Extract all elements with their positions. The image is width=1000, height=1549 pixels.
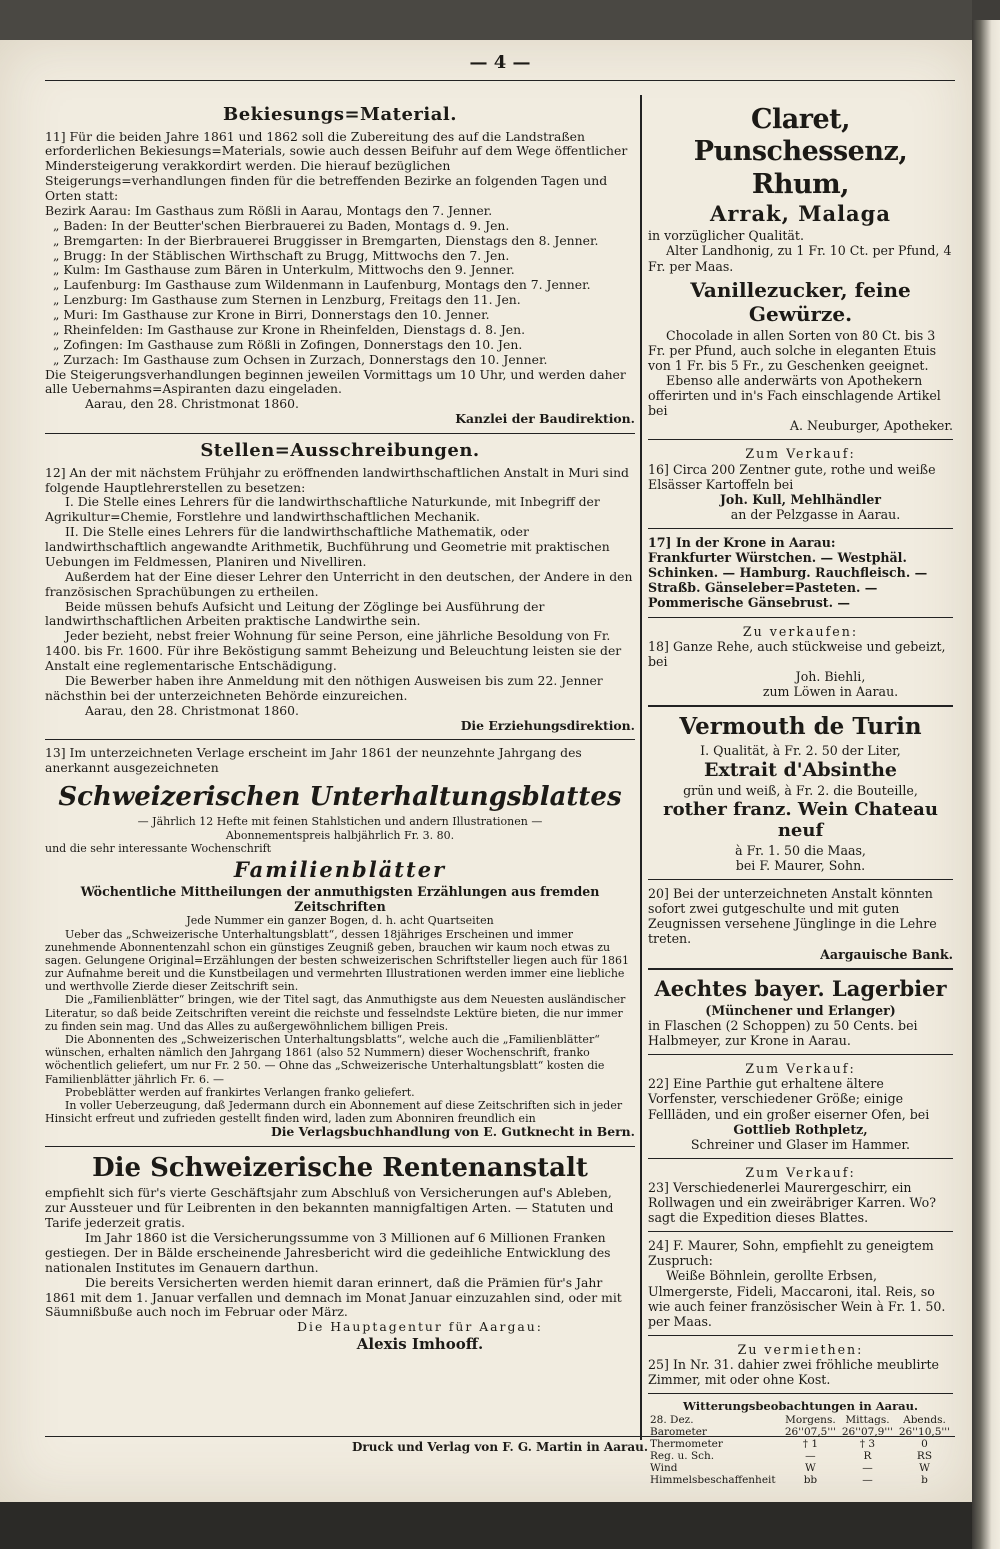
ad-text: 22] Eine Parthie gut erhaltene ältere Vorfenster, verschiedener Größe; einige Fellläden, und ein großer eiserner Ofen, bei	[648, 1076, 930, 1122]
weather-value: RS	[916, 1450, 933, 1463]
ad-text: grün und weiß, à Fr. 2. die Bouteille,	[683, 782, 918, 798]
divider	[648, 968, 953, 970]
ad-maurergeschirr	[648, 1165, 953, 1225]
ad-heading: Zum Verkauf:	[745, 1061, 856, 1077]
district-line: „ Lenzburg: Im Gasthause zum Sternen in Lenzburg, Freitags den 11. Jen.	[53, 292, 521, 308]
weather-value: 26''07,9'''	[841, 1426, 894, 1439]
weather-value: bb	[803, 1474, 818, 1487]
column-divider	[640, 95, 642, 1440]
ad-vermouth	[648, 713, 953, 873]
weather-header-cell: Mittags.	[845, 1414, 890, 1427]
ad-vermiethen	[648, 1342, 953, 1387]
district-line: „ Brugg: In der Stäblischen Wirthschaft zu Brugg, Mittwochs den 7. Jen.	[53, 247, 510, 263]
ad-rehe	[648, 624, 953, 700]
weather-value: —	[862, 1474, 873, 1487]
notice-title: Bekiesungs=Material.	[223, 104, 457, 125]
ad-rentenanstalt	[45, 1153, 635, 1353]
ad-signature: Joh. Kull, Mehlhändler	[719, 491, 882, 507]
weather-header-cell: Abends.	[903, 1414, 946, 1427]
divider	[648, 439, 953, 440]
ad-text: Die „Familienblätter“ bringen, wie der Titel sagt, das Anmuthigste aus dem Neuesten ausländischer Literatur, so daß beide Zeitschriften vereint die reichste und fesselndste Lektüre bieten, die nur immer zu finden sein mag. Und das Alles zu außergewöhnlichem billigen Preis.	[45, 993, 626, 1033]
notice-signature: Kanzlei der Baudirektion.	[455, 411, 635, 427]
weather-value: —	[805, 1450, 816, 1463]
ad-signature: Aargauische Bank.	[820, 946, 953, 962]
ad-text: Weiße Böhnlein, gerollte Erbsen, Ulmergerste, Fideli, Maccaroni, ital. Reis, so wie auch feiner französischer Wein à Fr. 1. 50. per Maas.	[648, 1268, 946, 1329]
right-column	[648, 100, 953, 1486]
ad-text: Die bereits Versicherten werden hiemit daran erinnert, daß die Prämien für's Jahr 1861 mit dem 1. Januar verfallen und demnach im Monat Januar einzuzahlen sind, oder mit Säumnißbuße auch noch im Februar oder März.	[45, 1274, 622, 1320]
district-line: „ Baden: In der Beutter'schen Bierbrauerei zu Baden, Montags d. 9. Jen.	[53, 217, 510, 233]
ad-intro: 13] Im unterzeichneten Verlage erscheint im Jahr 1861 der neunzehnte Jahrgang des anerkannt ausgezeichneten	[45, 745, 582, 776]
notice-date: Aarau, den 28. Christmonat 1860.	[85, 702, 299, 718]
notice-signature: Die Erziehungsdirektion.	[460, 717, 635, 733]
weather-title: Witterungsbeobachtungen in Aarau.	[683, 1399, 918, 1414]
ad-subtitle: und die sehr interessante Wochenschrift	[45, 841, 272, 855]
ad-subtitle: — Jährlich 12 Hefte mit feinen Stahlstichen und andern Illustrationen — Abonnementspreis halbjährlich Fr. 3. 80.	[137, 815, 543, 842]
next-page-edge	[972, 20, 1000, 1549]
divider	[648, 1335, 953, 1336]
ad-text: Alter Landhonig, zu 1 Fr. 10 Ct. per Pfund, 4 Fr. per Maas.	[648, 243, 952, 274]
ad-text: Im Jahr 1860 ist die Versicherungssumme von 3 Millionen auf 6 Millionen Franken gestiegen. Der in Bälde erscheinende Jahresbericht wird die gedeihliche Entwicklung des nationalen Institutes im Genauern darthun.	[45, 1230, 611, 1275]
ad-heading: Zum Verkauf:	[745, 446, 856, 462]
weather-value: R	[863, 1450, 872, 1463]
ad-title: Arrak, Malaga	[710, 201, 891, 227]
notice-stellen	[45, 440, 635, 733]
ad-heading: Zu vermiethen:	[737, 1341, 864, 1357]
weather-value: 0	[921, 1438, 928, 1451]
divider	[648, 1231, 953, 1232]
weather-value: † 3	[859, 1438, 876, 1451]
district-line: „ Rheinfelden: Im Gasthause zur Krone in Rheinfelden, Dienstags d. 8. Jen.	[53, 321, 526, 337]
ad-text: In voller Ueberzeugung, daß Jedermann durch ein Abonnement auf diese Zeitschriften sich in jeder Hinsicht erfreut und zufrieden gestellt finden wird, laden zum Abonniren freundlich ein	[45, 1098, 623, 1126]
imprint: Druck und Verlag von F. G. Martin in Aarau.	[352, 1440, 648, 1454]
notice-title: Stellen=Ausschreibungen.	[200, 440, 480, 462]
divider	[648, 1158, 953, 1159]
ad-subtitle: Jede Nummer ein ganzer Bogen, d. h. acht Quartseiten	[186, 914, 494, 928]
weather-value: 26''07,5'''	[784, 1426, 837, 1439]
weather-label: Reg. u. Sch.	[650, 1450, 715, 1463]
ad-text: Probeblätter werden auf frankirtes Verlangen franko geliefert.	[65, 1085, 415, 1099]
weather-label: Himmelsbeschaffenheit	[650, 1474, 776, 1487]
weather-header-row	[648, 1414, 953, 1426]
ad-text: 16] Circa 200 Zentner gute, rothe und weiße Elsässer Kartoffeln bei	[648, 461, 936, 492]
ad-text: I. Qualität, à Fr. 2. 50 der Liter,	[700, 742, 901, 758]
ad-heading: 17] In der Krone in Aarau:	[648, 535, 836, 550]
district-line: „ Laufenburg: Im Gasthause zum Wildenmann in Laufenburg, Montags den 7. Jenner.	[53, 277, 591, 293]
weather-value: † 1	[802, 1438, 819, 1451]
notice-text: Außerdem hat der Eine dieser Lehrer den Unterricht in den deutschen, der Andere in den französischen Sprachübungen zu ertheilen.	[45, 568, 633, 599]
district-line: „ Zofingen: Im Gasthause zum Rößli in Zofingen, Donnerstags den 10. Jen.	[53, 336, 523, 352]
weather-value: 26''10,5'''	[898, 1426, 951, 1439]
ad-signature: Alexis Imhooff.	[356, 1335, 484, 1354]
ad-signature: Die Verlagsbuchhandlung von E. Gutknecht in Bern.	[270, 1124, 635, 1140]
ad-signature: zum Löwen in Aarau.	[762, 683, 899, 699]
notice-text: Beide müssen behufs Aufsicht und Leitung der Zöglinge bei Ausführung der landwirthschaftlichen Arbeiten praktische Landwirthe sein.	[45, 598, 545, 629]
ad-subtitle: (Münchener und Erlanger)	[705, 1002, 896, 1018]
footer-rule	[45, 1436, 955, 1437]
ad-title: Claret, Punschessenz, Rhum,	[693, 104, 908, 200]
scan-top-border	[0, 0, 972, 40]
district-line: „ Zurzach: Im Gasthause zum Ochsen in Zurzach, Donnerstags den 10. Jenner.	[53, 351, 548, 367]
ad-unterhaltungsblatt	[45, 746, 635, 1140]
left-column	[45, 100, 635, 1353]
ad-text: 23] Verschiedenerlei Maurergeschirr, ein Rollwagen und ein zweiräbriger Karren. Wo? sagt die Expedition dieses Blattes.	[648, 1179, 936, 1226]
ad-lagerbier	[648, 976, 953, 1049]
ad-text: Chocolade in allen Sorten von 80 Ct. bis 3 Fr. per Pfund, auch solche in eleganten Etuis von 1 Fr. bis 5 Fr., zu Geschenken geeignet.	[648, 327, 937, 373]
divider	[648, 1054, 953, 1055]
ad-title: Vanillezucker, feine Gewürze.	[690, 277, 911, 326]
ad-krone	[648, 535, 953, 611]
district-line: „ Kulm: Im Gasthause zum Bären in Unterkulm, Mittwochs den 9. Jenner.	[53, 262, 515, 278]
ad-text: Frankfurter Würstchen. — Westphäl. Schinken. — Hamburg. Rauchfleisch. — Straßb. Gänseleber=Pasteten. — Pommerische Gänsebrust. —	[648, 550, 928, 611]
divider	[648, 879, 953, 880]
notice-bekiesung	[45, 104, 635, 427]
ad-text: empfiehlt sich für's vierte Geschäftsjahr zum Abschluß von Versicherungen auf's Ableben, zur Aussteuer und für Leibrenten in den bekannten mannigfaltigen Arten. — Statuten und Tarife jederzeit gratis.	[45, 1185, 614, 1231]
notice-text: I. Die Stelle eines Lehrers für die landwirthschaftliche Naturkunde, mit Inbegriff der Agrikultur=Chemie, Forstlehre und landwirthschaftlichen Mechanik.	[45, 494, 600, 525]
ad-title-secondary: Familienblätter	[233, 856, 447, 882]
divider	[648, 528, 953, 529]
district-line: „ Bremgarten: In der Bierbrauerei Bruggisser in Bremgarten, Dienstags den 8. Jenner.	[53, 232, 599, 248]
ad-signature: Gottlieb Rothpletz,	[733, 1121, 868, 1137]
ad-text: Ebenso alle anderwärts von Apothekern offerirten und in's Fach einschlagende Artikel bei	[648, 373, 941, 419]
notice-text: 11] Für die beiden Jahre 1861 und 1862 soll die Zubereitung des auf die Landstraßen erforderlichen Bekiesungs=Materials, sowie auch dessen Beifuhr auf dem Wege öffentlicher Mindersteigerung verakkordirt werden. Die hierauf bezüglichen Steigerungs=verhandlungen finden für die betreffenden Bezirke an folgenden Tagen und Orten statt:	[45, 128, 628, 204]
notice-text: II. Die Stelle eines Lehrers für die landwirthschaftliche Mathematik, oder landwirthschaftlich angewandte Arithmetik, Buchführung und Geometrie mit praktischen Uebungen im Feldmessen, Planiren und Nivelliren.	[45, 524, 610, 569]
scan-bottom-border	[0, 1502, 972, 1549]
notice-text: Die Steigerungsverhandlungen beginnen jeweilen Vormittags um 10 Uhr, und werden daher alle Uebernahms=Aspiranten dazu eingeladen.	[45, 366, 626, 397]
weather-label: Barometer	[650, 1426, 707, 1439]
ad-text: Ueber das „Schweizerische Unterhaltungsblatt“, dessen 18jähriges Erscheinen und immer zunehmende Abonnentenzahl schon ein günstiges Zeugniß geben, brauchen wir kaum noch etwas zu sagen. Gelungene Original=Erzählungen der besten schweizerischen Schriftsteller liegen auch für 1861 zur Aufnahme bereit und die Kunstbeilagen und vermehrten Illustrationen werden immer eine liebliche und werthvolle Zierde dieser Zeitschrift sein.	[45, 927, 630, 994]
divider	[45, 739, 635, 740]
ad-text: 24] F. Maurer, Sohn, empfiehlt zu geneigtem Zuspruch:	[648, 1238, 934, 1269]
notice-date: Aarau, den 28. Christmonat 1860.	[85, 396, 299, 412]
weather-label: Wind	[650, 1462, 678, 1475]
weather-header-cell: Morgens.	[785, 1414, 836, 1427]
weather-row	[648, 1462, 953, 1474]
weather-header-cell: 28. Dez.	[650, 1414, 694, 1427]
weather-value: W	[805, 1462, 816, 1475]
ad-subtitle: Wöchentliche Mittheilungen der anmuthigsten Erzählungen aus fremden Zeitschriften	[80, 884, 600, 915]
ad-signature: an der Pelzgasse in Aarau.	[730, 506, 901, 522]
ad-text: in vorzüglicher Qualität.	[648, 228, 804, 244]
ad-heading: Zu verkaufen:	[742, 623, 859, 639]
ad-title: rother franz. Wein Chateau neuf	[663, 798, 938, 842]
ad-title: Die Schweizerische Rentenanstalt	[92, 1153, 588, 1184]
divider	[648, 705, 953, 707]
notice-text: Die Bewerber haben ihre Anmeldung mit den nöthigen Ausweisen bis zum 22. Jenner nächsthin bei der unterzeichneten Behörde einzureichen.	[45, 672, 603, 703]
divider	[648, 1393, 953, 1394]
weather-row	[648, 1474, 953, 1486]
ad-signature: A. Neuburger, Apotheker.	[789, 418, 953, 434]
ad-title: Extrait d'Absinthe	[703, 758, 898, 781]
ad-vorfenster	[648, 1061, 953, 1152]
divider	[648, 617, 953, 618]
ad-maurer	[648, 1238, 953, 1329]
ad-text: à Fr. 1. 50 die Maas,	[735, 842, 866, 858]
ad-signature: Die Hauptagentur für Aargau:	[297, 1319, 543, 1335]
notice-text: 12] An der mit nächstem Frühjahr zu eröffnenden landwirthschaftlichen Anstalt in Muri sind folgende Hauptlehrerstellen zu besetzen:	[45, 464, 629, 495]
weather-value: W	[919, 1462, 930, 1475]
ad-signature: bei F. Maurer, Sohn.	[735, 858, 866, 873]
ad-text: in Flaschen (2 Schoppen) zu 50 Cents. bei Halbmeyer, zur Krone in Aarau.	[648, 1017, 918, 1049]
ad-text: 25] In Nr. 31. dahier zwei fröhliche meublirte Zimmer, mit oder ohne Kost.	[648, 1357, 940, 1388]
ad-aargauische-bank	[648, 886, 953, 962]
ad-title: Vermouth de Turin	[679, 713, 922, 741]
district-line: Bezirk Aarau: Im Gasthaus zum Rößli in Aarau, Montags den 7. Jenner.	[45, 202, 493, 218]
ad-signature: Joh. Biehli,	[795, 668, 866, 684]
notice-text: Jeder bezieht, nebst freier Wohnung für seine Person, eine jährliche Besoldung von Fr. 1400. bis Fr. 1600. Für ihre Beköstigung sammt Beheizung und Beleuchtung leisten sie der Anstalt eine reglementarische Entschädigung.	[45, 628, 622, 674]
ad-neuburger	[648, 104, 953, 433]
ad-heading: Zum Verkauf:	[745, 1164, 856, 1180]
weather-value: b	[921, 1474, 928, 1487]
ad-title: Schweizerischen Unterhaltungsblattes	[58, 782, 622, 813]
ad-kartoffeln	[648, 446, 953, 522]
ad-signature: Schreiner und Glaser im Hammer.	[690, 1136, 911, 1152]
district-line: „ Muri: Im Gasthause zur Krone in Birri, Donnerstags den 10. Jenner.	[53, 307, 490, 323]
ad-text: 20] Bei der unterzeichneten Anstalt könnten sofort zwei gutgeschulte und mit guten Zeugnissen versehene Jünglinge in die Lehre treten.	[648, 886, 937, 947]
divider	[45, 1146, 635, 1147]
ad-text: Die Abonnenten des „Schweizerischen Unterhaltungsblatts“, welche auch die „Familienblätter“ wünschen, erhalten nämlich den Jahrgang 1861 (also 52 Nummern) dieser Wochenschrift, franko wöchentlich geliefert, um nur Fr. 2 50. — Ohne das „Schweizerische Unterhaltungsblatt“ kosten die Familienblätter jährlich Fr. 6. —	[45, 1033, 605, 1086]
ad-text: 18] Ganze Rehe, auch stückweise und gebeizt, bei	[648, 638, 946, 669]
page-number: — 4 —	[469, 52, 531, 73]
divider	[45, 433, 635, 434]
weather-label: Thermometer	[650, 1438, 723, 1451]
ad-title: Aechtes bayer. Lagerbier	[654, 975, 947, 1001]
weather-value: —	[862, 1462, 873, 1475]
header-rule	[45, 80, 955, 81]
